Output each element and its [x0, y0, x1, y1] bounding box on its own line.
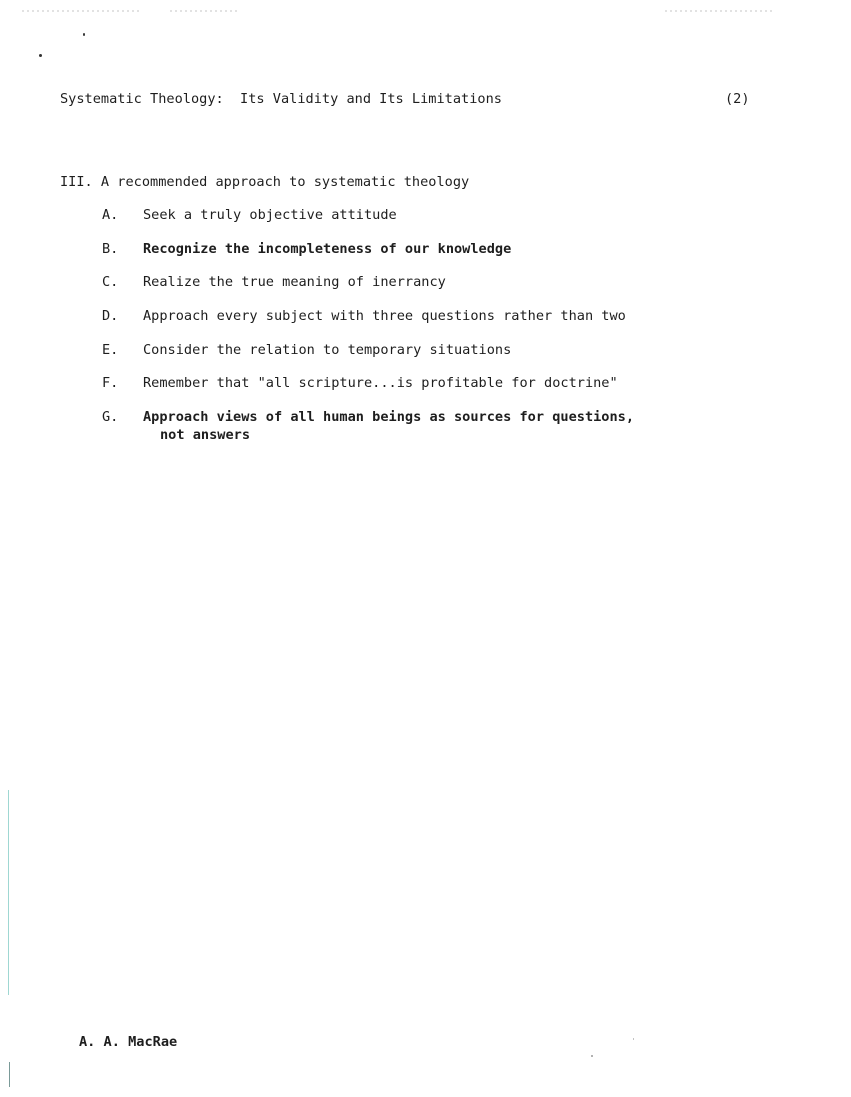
scan-noise — [170, 10, 240, 12]
outline-item-letter: D. — [102, 308, 119, 324]
outline-item-letter: B. — [102, 241, 119, 257]
outline-item-letter: C. — [102, 274, 119, 290]
outline-item-letter: A. — [102, 207, 119, 223]
document-title: Systematic Theology: Its Validity and Its Limitations — [60, 91, 502, 107]
outline-item-text: Approach views of all human beings as sources for questions, — [143, 409, 635, 425]
outline-item-text: Remember that "all scripture...is profitable for doctrine" — [143, 375, 618, 391]
scan-speck — [633, 1038, 634, 1040]
scan-noise — [665, 10, 775, 12]
section-heading: III. A recommended approach to systematic theology — [60, 174, 470, 190]
outline-item-text: Recognize the incompleteness of our knowledge — [143, 241, 512, 257]
scan-noise — [22, 10, 142, 12]
outline-item-text: Realize the true meaning of inerrancy — [143, 274, 446, 290]
author-name: A. A. MacRae — [79, 1034, 178, 1050]
outline-item-letter: F. — [102, 375, 119, 391]
scan-speck — [591, 1055, 593, 1057]
outline-item-letter: G. — [102, 409, 119, 425]
outline-item-text: Seek a truly objective attitude — [143, 207, 397, 223]
outline-item-text: Approach every subject with three questions rather than two — [143, 308, 626, 324]
outline-item-letter: E. — [102, 342, 119, 358]
scan-edge-line — [9, 1062, 10, 1087]
page-number: (2) — [725, 91, 750, 107]
outline-item-text: Consider the relation to temporary situations — [143, 342, 512, 358]
scan-edge-line — [8, 790, 9, 995]
scan-speck — [39, 54, 42, 57]
outline-item-continuation: not answers — [160, 427, 251, 443]
scan-speck — [83, 33, 85, 36]
